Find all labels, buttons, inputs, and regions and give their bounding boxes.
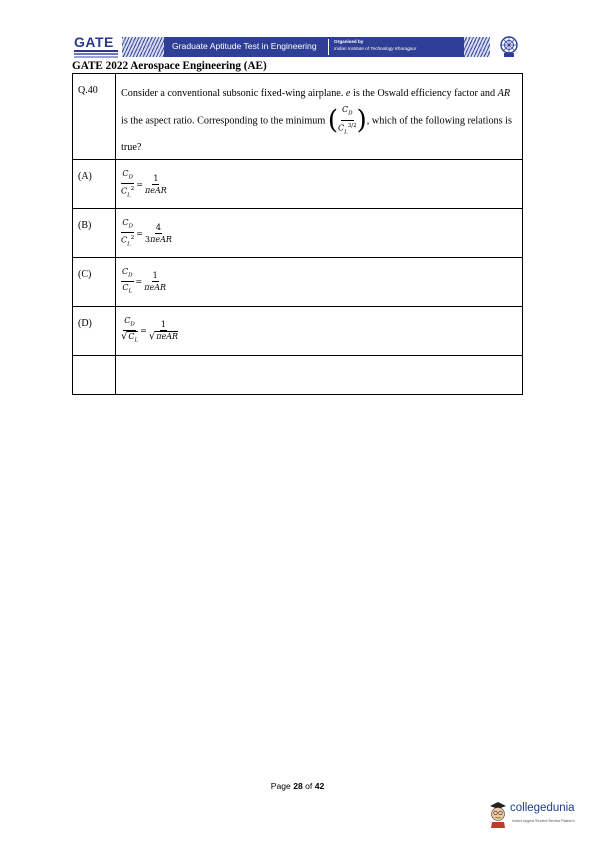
option-d-label: (D) xyxy=(78,317,92,329)
question-number: Q.40 xyxy=(78,85,98,96)
question-text: Consider a conventional subsonic fixed-wing airplane. e is the Oswald efficiency factor and AR is the aspect ratio. Corresponding to the minimum ( $\frac{C_D}{C_L^{3/2}}$ ), which of the following relations is true? xyxy=(121,88,512,153)
option-c-formula: $\frac{C_D}{C_L}$ = $\frac{1}{\text{πeAR}}$ xyxy=(122,266,167,296)
question-table xyxy=(72,73,523,395)
paper-title: GATE 2022 Aerospace Engineering (AE) xyxy=(72,60,267,72)
option-a-label: (A) xyxy=(78,170,92,182)
organizer-name: Indian Institute of Technology Kharagpur xyxy=(334,46,417,51)
brand-tagline: India's largest Student Review Platform xyxy=(512,819,575,823)
option-b-row xyxy=(73,208,523,257)
min-ratio-expression: ( $\frac{C_D}{C_L^{3/2}}$ ) xyxy=(327,105,367,136)
collegedunia-logo xyxy=(488,797,588,833)
option-c-row xyxy=(73,257,523,306)
brand-name: collegedunia xyxy=(510,802,575,814)
gate-logo xyxy=(72,34,120,60)
option-b-formula: $\frac{C_D}{C_L^2}$ = $\frac{4}{\text{3πeAR}}$ xyxy=(121,217,172,248)
option-b-label: (B) xyxy=(78,219,92,231)
organizer-label: Organised by xyxy=(334,39,364,44)
option-a-row xyxy=(73,159,523,208)
banner-title: Graduate Aptitude Test in Engineering xyxy=(172,41,317,51)
iit-emblem-icon xyxy=(497,35,521,59)
gate-logo-text: GATE xyxy=(74,34,114,50)
student-mascot-icon xyxy=(488,799,508,829)
option-a-formula: $\frac{C_D}{C_L^2}$ = $\frac{1}{\text{πeAR}}$ xyxy=(121,168,167,199)
header-banner xyxy=(72,34,522,60)
page-number: Page 28 of 42 xyxy=(270,781,325,791)
empty-row xyxy=(73,355,523,394)
option-d-row xyxy=(73,306,523,355)
option-c-label: (C) xyxy=(78,268,92,280)
option-d-formula: $\frac{C_D}{√C_L}$ = $\frac{1}{\text{√πeAR}}$ xyxy=(121,315,179,345)
question-row xyxy=(73,74,523,160)
